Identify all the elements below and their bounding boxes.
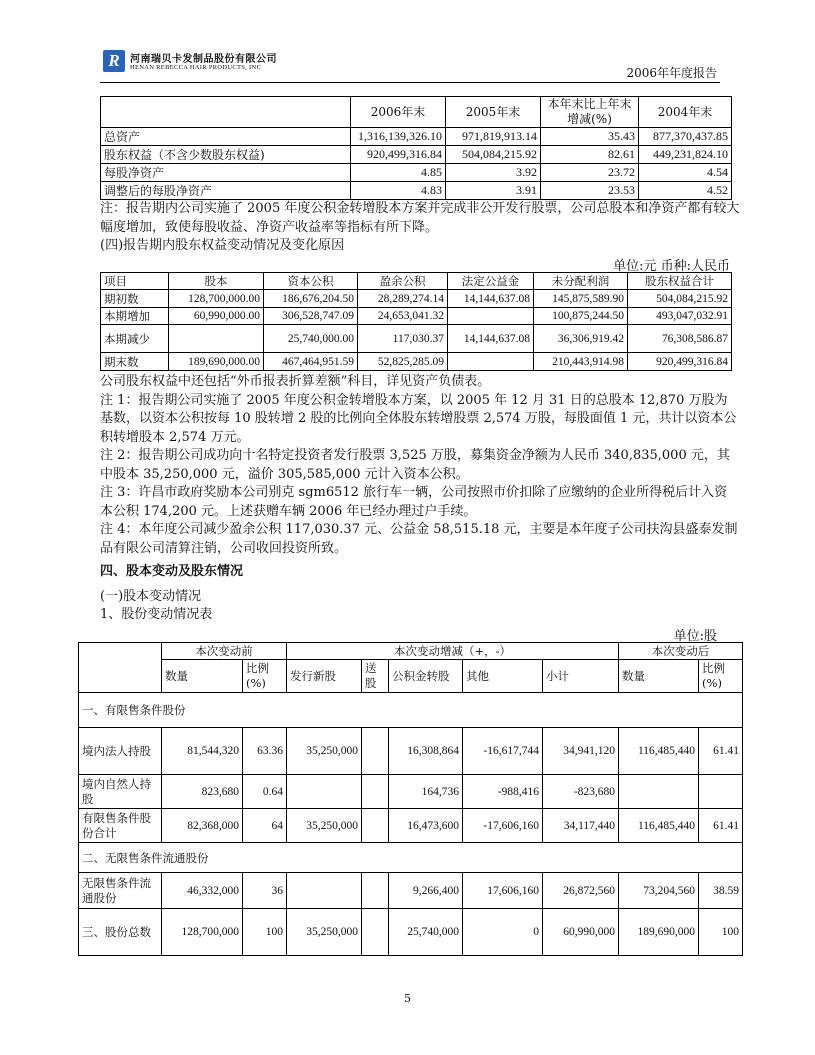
value-cell: 823,680 bbox=[162, 775, 243, 809]
table-row bbox=[79, 809, 743, 843]
value-cell: 145,875,589.90 bbox=[534, 290, 628, 308]
value-cell: 35,250,000 bbox=[287, 909, 362, 956]
value-cell: 189,690,000.00 bbox=[169, 353, 264, 371]
value-cell: 4.85 bbox=[351, 164, 446, 182]
company-logo: R bbox=[103, 50, 125, 72]
company-name-cn: 河南瑞贝卡发制品股份有限公司 bbox=[130, 54, 277, 65]
key-indicators-table bbox=[100, 96, 732, 200]
value-cell: 61.41 bbox=[699, 728, 743, 775]
report-title: 2006年年度报告 bbox=[626, 66, 717, 80]
column-header: 2006年末 bbox=[351, 97, 446, 128]
value-cell: 449,231,824.10 bbox=[639, 146, 732, 164]
section-label: 一、有限售条件股份 bbox=[79, 693, 743, 728]
row-label: 总资产 bbox=[101, 128, 351, 146]
value-cell: 920,499,316.84 bbox=[628, 353, 732, 371]
subheading-share-changes: (一)股本变动情况 bbox=[100, 589, 202, 604]
value-cell: 117,030.37 bbox=[358, 325, 448, 353]
header-row bbox=[101, 97, 732, 128]
value-cell bbox=[362, 909, 389, 956]
row-label: 每股净资产 bbox=[101, 164, 351, 182]
value-cell: 61.41 bbox=[699, 809, 743, 843]
value-cell: 24,653,041.32 bbox=[358, 308, 448, 325]
value-cell: 14,144,637.08 bbox=[448, 290, 534, 308]
group-header: 本次变动前 bbox=[162, 643, 287, 660]
value-cell bbox=[362, 775, 389, 809]
table-row bbox=[101, 146, 732, 164]
column-header: 数量 bbox=[619, 660, 699, 693]
value-cell: 36,306,919.42 bbox=[534, 325, 628, 353]
column-header: 项目 bbox=[101, 273, 169, 290]
value-cell: 14,144,637.08 bbox=[448, 325, 534, 353]
section-row bbox=[79, 843, 743, 873]
row-label: 本期增加 bbox=[101, 308, 169, 325]
equity-changes-table bbox=[100, 272, 732, 371]
value-cell bbox=[448, 308, 534, 325]
column-header: 股本 bbox=[169, 273, 264, 290]
row-label: 期末数 bbox=[101, 353, 169, 371]
value-cell: 26,872,560 bbox=[543, 873, 619, 909]
value-cell: 306,528,747.09 bbox=[264, 308, 358, 325]
table-row bbox=[101, 325, 732, 353]
value-cell: 971,819,913.14 bbox=[446, 128, 541, 146]
note-paragraph: 注 4：本年度公司减少盈余公积 117,030.37 元、公益金 58,515.18 元，主要是本年度子公司扶沟县盛泰发制品有限公司清算注销，公司收回投资所致。 bbox=[100, 522, 738, 556]
value-cell bbox=[362, 728, 389, 775]
value-cell bbox=[699, 775, 743, 809]
column-header: 比例(%) bbox=[699, 660, 743, 693]
value-cell: 73,204,560 bbox=[619, 873, 699, 909]
value-cell bbox=[287, 873, 362, 909]
row-label: 三、股份总数 bbox=[79, 909, 162, 956]
table2-unit: 单位:元 币种:人民币 bbox=[613, 259, 730, 274]
value-cell: 920,499,316.84 bbox=[351, 146, 446, 164]
table-row bbox=[79, 909, 743, 956]
value-cell: -16,617,744 bbox=[463, 728, 543, 775]
value-cell: 128,700,000 bbox=[162, 909, 243, 956]
table-row bbox=[79, 775, 743, 809]
value-cell: 23.53 bbox=[541, 182, 639, 200]
value-cell: 4.83 bbox=[351, 182, 446, 200]
value-cell bbox=[287, 775, 362, 809]
value-cell: 25,740,000 bbox=[389, 909, 463, 956]
value-cell: 38.59 bbox=[699, 873, 743, 909]
value-cell: 504,084,215.92 bbox=[628, 290, 732, 308]
value-cell: 64 bbox=[243, 809, 287, 843]
row-label: 本期减少 bbox=[101, 325, 169, 353]
section-row bbox=[79, 693, 743, 728]
row-label: 境内法人持股 bbox=[79, 728, 162, 775]
value-cell: 186,676,204.50 bbox=[264, 290, 358, 308]
value-cell: 1,316,139,326.10 bbox=[351, 128, 446, 146]
page-number: 5 bbox=[404, 992, 411, 1005]
table3-unit: 单位:股 bbox=[673, 629, 717, 644]
share-changes-table bbox=[78, 642, 743, 956]
value-cell: 36 bbox=[243, 873, 287, 909]
value-cell: 210,443,914.98 bbox=[534, 353, 628, 371]
row-label: 无限售条件流通股份 bbox=[79, 873, 162, 909]
value-cell: 52,825,285.09 bbox=[358, 353, 448, 371]
column-header: 比例(%) bbox=[243, 660, 287, 693]
value-cell bbox=[362, 873, 389, 909]
value-cell: 4.52 bbox=[639, 182, 732, 200]
value-cell: -823,680 bbox=[543, 775, 619, 809]
value-cell: 504,084,215.92 bbox=[446, 146, 541, 164]
header-row bbox=[101, 273, 732, 290]
value-cell: 16,308,864 bbox=[389, 728, 463, 775]
value-cell bbox=[169, 325, 264, 353]
row-label: 股东权益（不含少数股东权益) bbox=[101, 146, 351, 164]
note-paragraph: 注 3：许昌市政府奖励本公司别克 sgm6512 旅行车一辆，公司按照市价扣除了应缴纳的企业所得税后计入资本公积 174,200 元。上述获赠车辆 2006 年已经办理过户手续。 bbox=[100, 485, 728, 519]
value-cell: 493,047,032.91 bbox=[628, 308, 732, 325]
column-header: 发行新股 bbox=[287, 660, 362, 693]
column-header: 未分配利润 bbox=[534, 273, 628, 290]
value-cell: 63.36 bbox=[243, 728, 287, 775]
table-row bbox=[79, 728, 743, 775]
table-row bbox=[101, 353, 732, 371]
section-heading-share-changes: 四、股本变动及股东情况 bbox=[100, 564, 244, 579]
column-header: 股东权益合计 bbox=[628, 273, 732, 290]
note-paragraph: 注 2：报告期公司成功向十名特定投资者发行股票 3,525 万股，募集资金净额为人民币 340,835,000 元，其中股本 35,250,000 元，溢价 305,585,000 元计入资本公积。 bbox=[100, 448, 730, 482]
value-cell: 60,990,000.00 bbox=[169, 308, 264, 325]
value-cell: 76,308,586.87 bbox=[628, 325, 732, 353]
column-header: 法定公益金 bbox=[448, 273, 534, 290]
value-cell: 164,736 bbox=[389, 775, 463, 809]
value-cell: 0.64 bbox=[243, 775, 287, 809]
value-cell: 81,544,320 bbox=[162, 728, 243, 775]
column-header: 数量 bbox=[162, 660, 243, 693]
row-label: 期初数 bbox=[101, 290, 169, 308]
table-row bbox=[101, 290, 732, 308]
value-cell: 35,250,000 bbox=[287, 728, 362, 775]
subheading-share-change-table: 1、股份变动情况表 bbox=[100, 607, 213, 622]
note-paragraph: 注 1：报告期公司实施了 2005 年度公积金转增股本方案，以 2005 年 12 月 31 日的总股本 12,870 万股为基数，以资本公积按每 10 股转增 2 股的比例向全体股东转增股票 2,574 万股，每股面值 1 元，共计以资本公积转增股本 2,574 万元。 bbox=[100, 392, 737, 445]
equity-notes bbox=[100, 373, 740, 558]
value-cell bbox=[619, 775, 699, 809]
value-cell: 25,740,000.00 bbox=[264, 325, 358, 353]
group-header: 本次变动增减（+，-） bbox=[287, 643, 619, 660]
value-cell: 46,332,000 bbox=[162, 873, 243, 909]
note-indicators: 注：报告期内公司实施了 2005 年度公积金转增股本方案并完成非公开发行股票，公司总股本和净资产都有较大幅度增加，致使每股收益、净资产收益率等指标有所下降。 bbox=[100, 201, 740, 235]
header-row bbox=[79, 660, 743, 693]
header-rule bbox=[100, 82, 720, 83]
section-label: 二、无限售条件流通股份 bbox=[79, 843, 743, 873]
column-header: 公积金转股 bbox=[389, 660, 463, 693]
value-cell: 116,485,440 bbox=[619, 809, 699, 843]
value-cell: 116,485,440 bbox=[619, 728, 699, 775]
value-cell: 3.91 bbox=[446, 182, 541, 200]
value-cell: 100 bbox=[243, 909, 287, 956]
value-cell: 82.61 bbox=[541, 146, 639, 164]
value-cell: 467,464,951.59 bbox=[264, 353, 358, 371]
row-label: 调整后的每股净资产 bbox=[101, 182, 351, 200]
value-cell: -17,606,160 bbox=[463, 809, 543, 843]
empty-cell bbox=[79, 643, 162, 693]
value-cell: 877,370,437.85 bbox=[639, 128, 732, 146]
value-cell: 17,606,160 bbox=[463, 873, 543, 909]
value-cell: 189,690,000 bbox=[619, 909, 699, 956]
value-cell: 35,250,000 bbox=[287, 809, 362, 843]
column-header: 2005年末 bbox=[446, 97, 541, 128]
value-cell: 100 bbox=[699, 909, 743, 956]
value-cell: 9,266,400 bbox=[389, 873, 463, 909]
row-label: 有限售条件股份合计 bbox=[79, 809, 162, 843]
value-cell: 4.54 bbox=[639, 164, 732, 182]
table-row bbox=[101, 308, 732, 325]
row-label: 境内自然人持股 bbox=[79, 775, 162, 809]
table-row bbox=[101, 182, 732, 200]
value-cell bbox=[448, 353, 534, 371]
value-cell bbox=[362, 809, 389, 843]
value-cell: 128,700,000.00 bbox=[169, 290, 264, 308]
value-cell: -988,416 bbox=[463, 775, 543, 809]
group-header-row bbox=[79, 643, 743, 660]
table-row bbox=[101, 164, 732, 182]
value-cell: 34,941,120 bbox=[543, 728, 619, 775]
column-header: 本年末比上年末增减(%) bbox=[541, 97, 639, 128]
value-cell: 82,368,000 bbox=[162, 809, 243, 843]
value-cell: 28,289,274.14 bbox=[358, 290, 448, 308]
value-cell: 34,117,440 bbox=[543, 809, 619, 843]
section-title-equity-changes: (四)报告期内股东权益变动情况及变化原因 bbox=[100, 238, 345, 253]
group-header: 本次变动后 bbox=[619, 643, 743, 660]
column-header: 其他 bbox=[463, 660, 543, 693]
value-cell: 3.92 bbox=[446, 164, 541, 182]
value-cell: 0 bbox=[463, 909, 543, 956]
value-cell: 100,875,244.50 bbox=[534, 308, 628, 325]
company-name-en: HENAN REBECCA HAIR PRODUCTS, INC bbox=[130, 64, 262, 71]
value-cell: 35.43 bbox=[541, 128, 639, 146]
table-row bbox=[79, 873, 743, 909]
column-header: 盈余公积 bbox=[358, 273, 448, 290]
column-header bbox=[101, 97, 351, 128]
value-cell: 23.72 bbox=[541, 164, 639, 182]
value-cell: 16,473,600 bbox=[389, 809, 463, 843]
value-cell: 60,990,000 bbox=[543, 909, 619, 956]
column-header: 小计 bbox=[543, 660, 619, 693]
column-header: 送股 bbox=[362, 660, 389, 693]
table-row bbox=[101, 128, 732, 146]
note-paragraph: 公司股东权益中还包括“外币报表折算差额”科目，详见资产负债表。 bbox=[100, 374, 491, 389]
column-header: 资本公积 bbox=[264, 273, 358, 290]
column-header: 2004年末 bbox=[639, 97, 732, 128]
